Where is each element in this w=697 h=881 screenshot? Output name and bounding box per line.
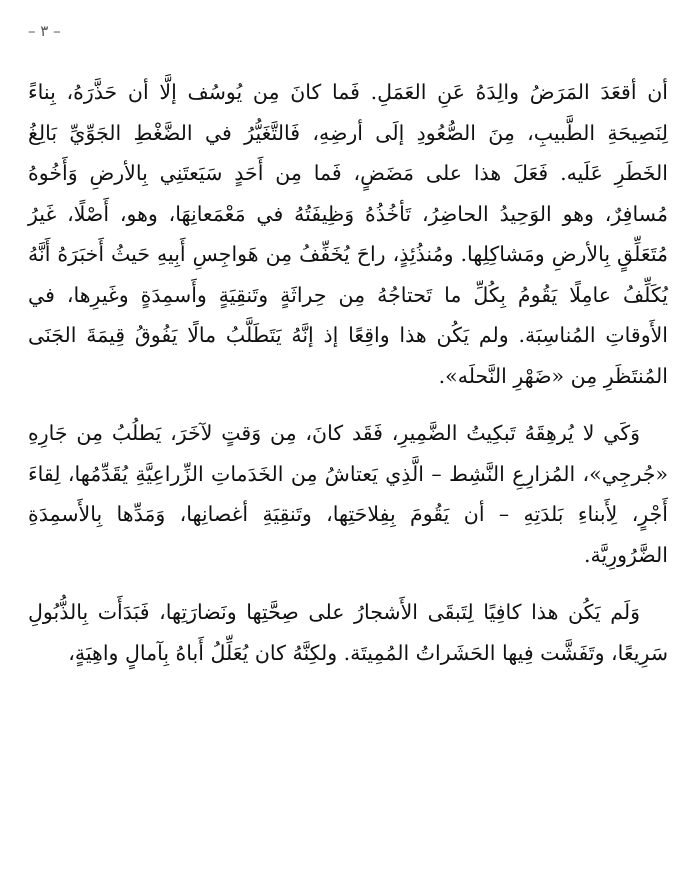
paragraph-2: وَكَي لا يُرهِقَهُ تَبكِيتُ الضَّمِيرِ، فَقَد كانَ، مِن وَقتٍ لآخَرَ، يَطلُبُ مِن جَارِهِ «جُرجِي»، المُزارِعِ النَّشِط – الَّذِي يَعتاشُ مِن الخَدَماتِ الزِّراعِيَّةِ يُقَدِّمُها، لِقاءَ أَجْرٍ، لِأَبناءِ بَلدَتِهِ – أن يَقُومَ بِفِلاحَتِها، وتَنقِيَةِ أغصانِها، وَمَدِّها بِالأَسمِدَةِ الضَّرُورِيَّة. xyxy=(28,421,668,567)
paragraph-1: أن أقعَدَ المَرَضُ والِدَهُ عَنِ العَمَلِ. فَما كانَ مِن يُوسُف إلَّا أن حَذَّرَهُ، بِناءً لِنَصِيحَةِ الطَّبيبِ، مِنَ الصُّعُودِ إلَى أرضِهِ، فَالتَّغَيُّرُ في الضَّغْطِ الجَوِّيِّ بَالِغُ الخَطَرِ عَلَيه. فَعَلَ هذا على مَضَضٍ، فَما مِن أَحَدٍ سَيَعتَنِي بِالأرضِ وَأَخُوهُ مُسافِرٌ، وهو الوَحِيدُ الحاضِرُ، تَأخُذُهُ وَظِيفَتُهُ في مَعْمَعانِهَا، وهو، أَصْلًا، غَيرُ مُتَعَلِّقٍ بِالأرضِ ومَشاكِلِها. ومُنذُئِذٍ، راحَ يُخَفِّفُ مِن هَواجِسِ أَبِيهِ حَيثُ أَخبَرَهُ أَنَّهُ يُكَلِّفُ عامِلًا يَقُومُ بِكُلِّ ما تَحتاجُهُ مِن حِراثَةٍ وتَنقِيَةٍ وأَسمِدَةٍ وغَيرِها، في الأَوقاتِ المُناسِبَة. ولم يَكُن هذا واقِعًا إذ إنَّهُ يَتَطَلَّبُ مالًا يَفُوقُ قِيمَةَ الجَنَى المُنتَظَرِ مِن «ضَهْرِ النَّحلَه». xyxy=(28,80,668,388)
paragraph-3: وَلَم يَكُن هذا كافِيًا لِتَبقَى الأَشجارُ على صِحَّتِها ونَضارَتِها، فَبَدَأَت بِالذُّبُولِ سَرِيعًا، وتَفَشَّت فِيها الحَشَراتُ المُمِيتَة. ولكِنَّهُ كان يُعَلِّلُ أَباهُ بِآمالٍ واهِيَةٍ، xyxy=(28,600,668,665)
page-number: – ٣ – xyxy=(28,22,61,40)
document-body xyxy=(28,72,668,673)
